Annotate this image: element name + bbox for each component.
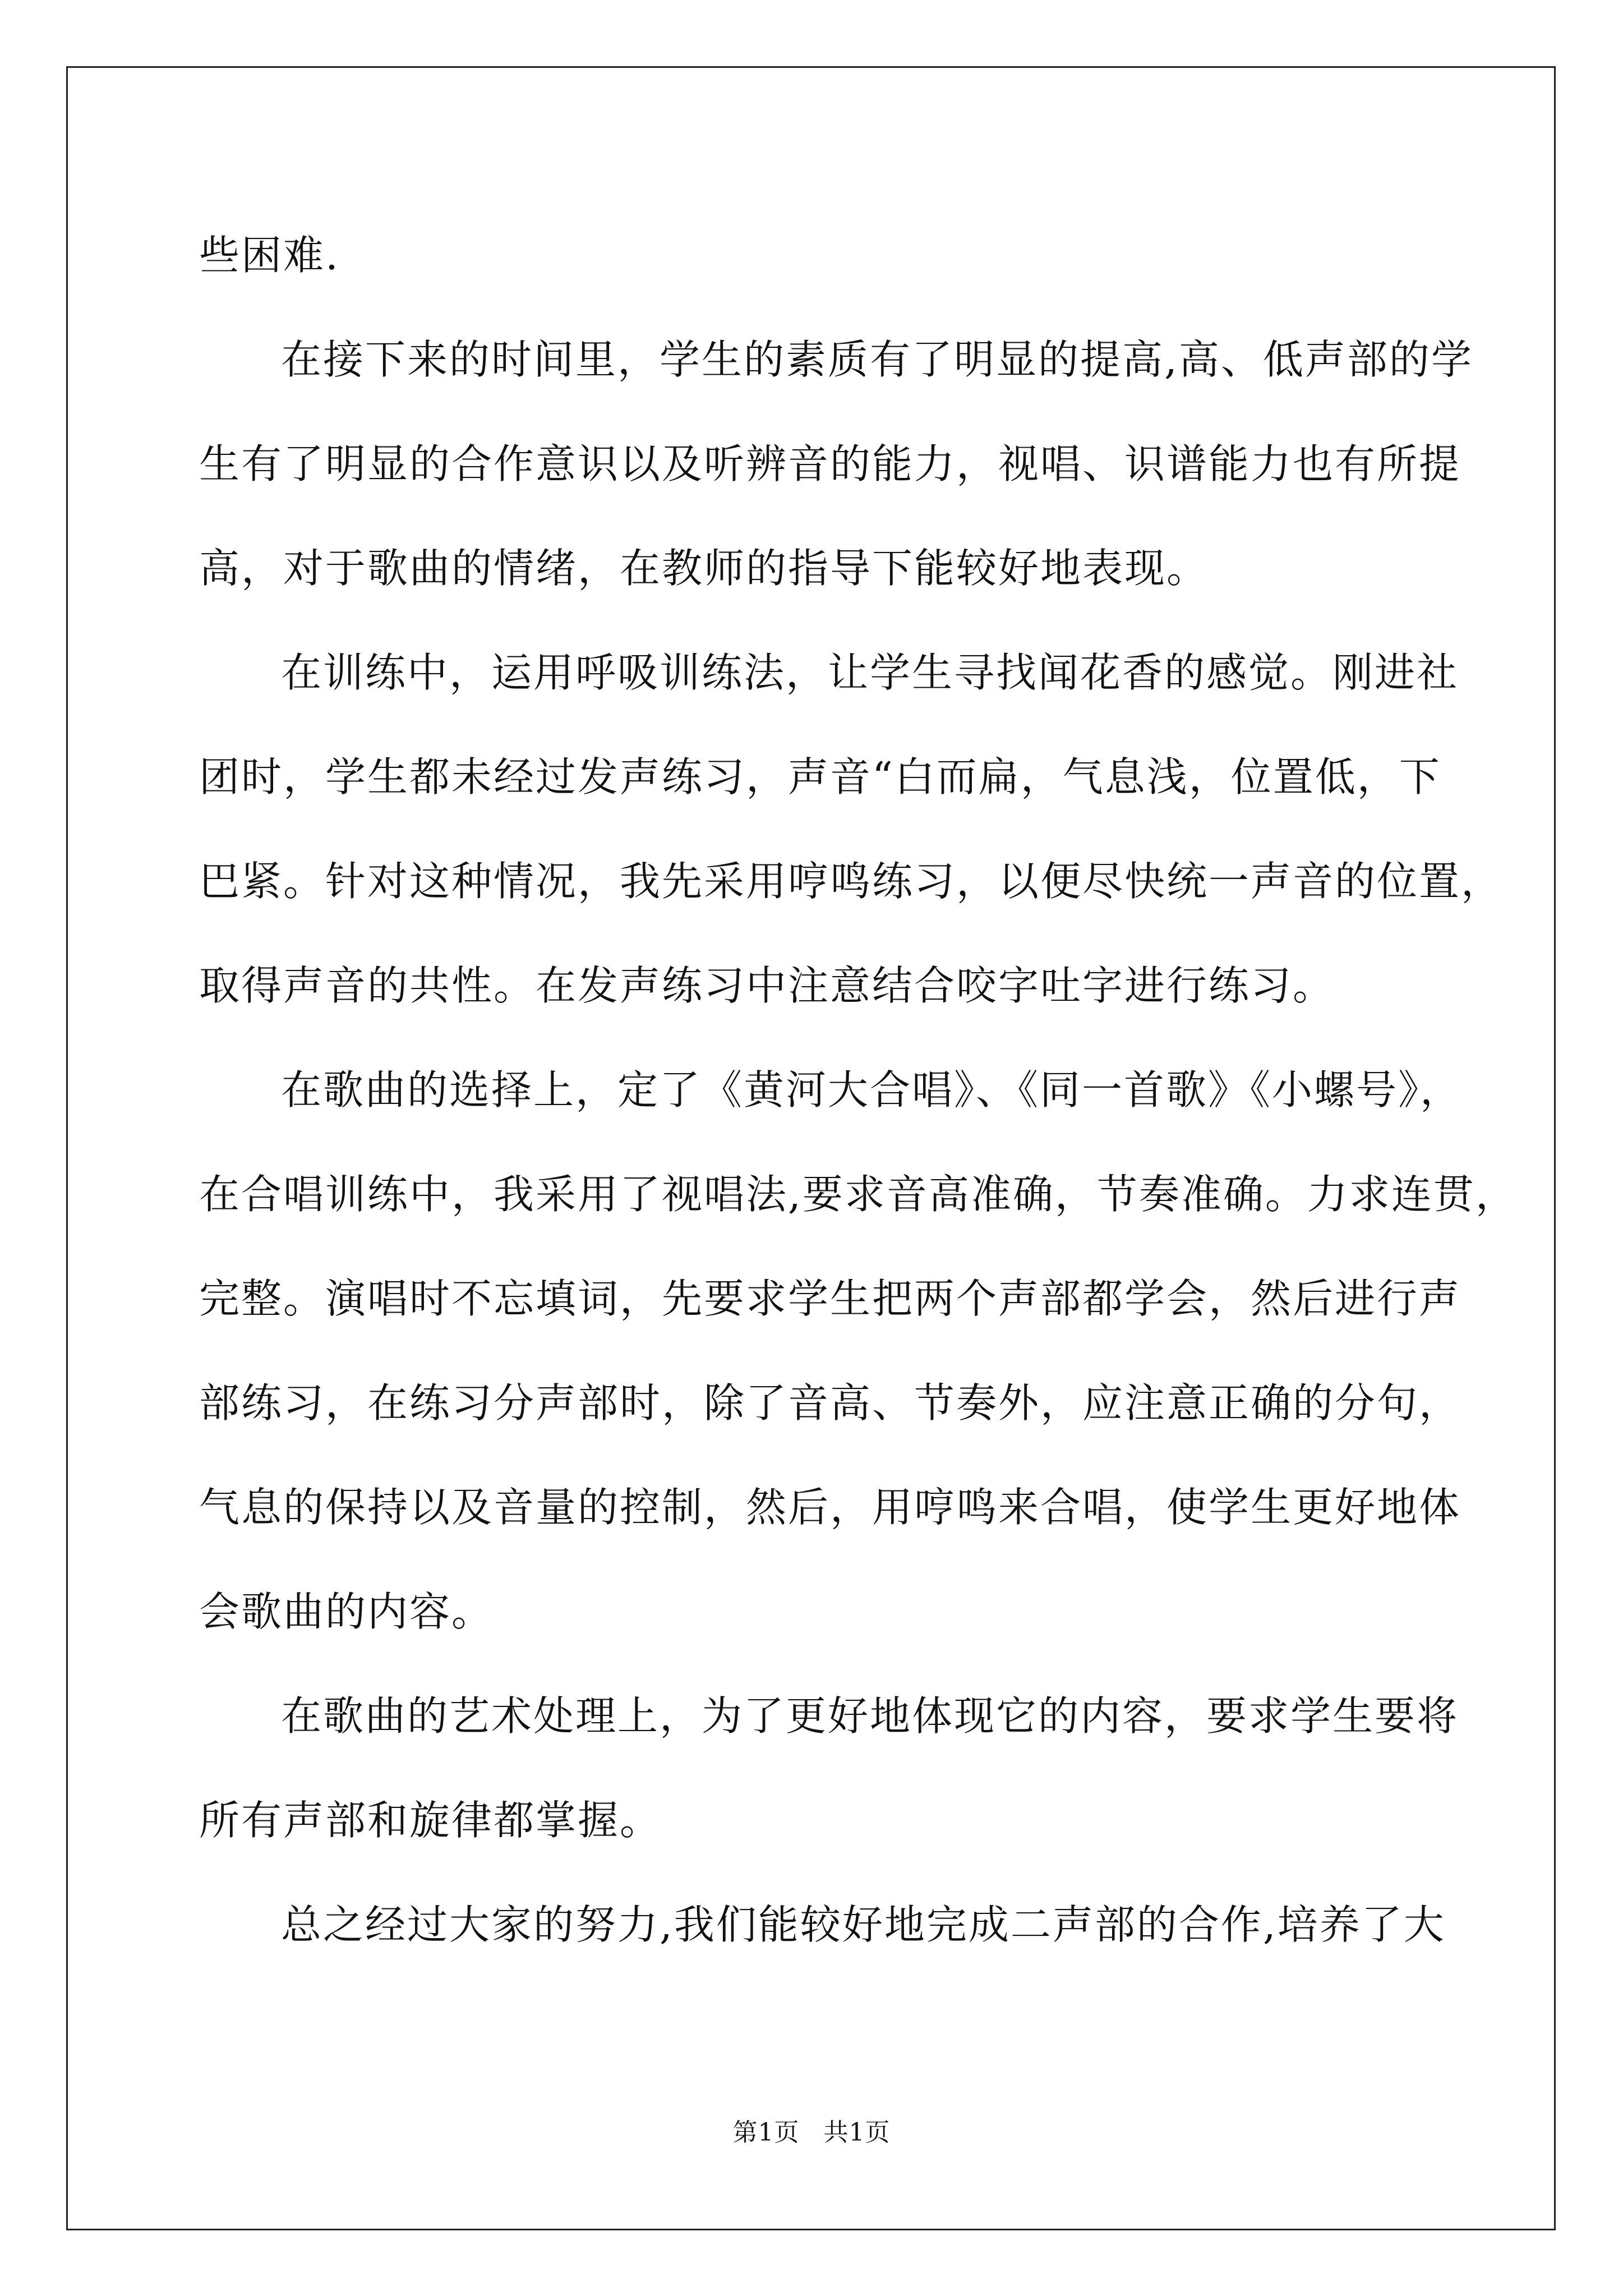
text-line: 总之经过大家的努力,我们能较好地完成二声部的合作,培养了大 (281, 1901, 1446, 1948)
text-line: 完整。演唱时不忘填词，先要求学生把两个声部都学会，然后进行声 (199, 1275, 1461, 1322)
text-line: 巴紧。针对这种情况，我先采用哼鸣练习，以便尽快统一声音的位置， (199, 858, 1504, 905)
text-line: 在歌曲的选择上，定了《黄河大合唱》、《同一首歌》《小螺号》， (281, 1066, 1463, 1114)
text-line: 所有声部和旋律都掌握。 (199, 1797, 662, 1844)
text-line: 在接下来的时间里，学生的素质有了明显的提高,高、低声部的学 (281, 336, 1473, 383)
text-line: 气息的保持以及音量的控制，然后，用哼鸣来合唱，使学生更好地体 (199, 1484, 1461, 1531)
page-number: 第1页 (732, 2118, 800, 2147)
page-total: 共1页 (823, 2118, 891, 2147)
text-line: 取得声音的共性。在发声练习中注意结合咬字吐字进行练习。 (199, 962, 1335, 1009)
text-line: 在训练中，运用呼吸训练法，让学生寻找闻花香的感觉。刚进社 (281, 649, 1459, 696)
text-line: 团时，学生都未经过发声练习，声音“白而扁，气息浅，位置低，下 (199, 753, 1441, 800)
text-line: 在合唱训练中，我采用了视唱法,要求音高准确，节奏准确。力求连贯， (199, 1171, 1518, 1218)
document-body (199, 203, 1518, 1977)
text-line: 些困难. (199, 232, 340, 279)
text-line: 会歌曲的内容。 (199, 1588, 494, 1635)
page-footer (0, 2112, 1623, 2148)
text-line: 在歌曲的艺术处理上，为了更好地体现它的内容，要求学生要将 (281, 1692, 1459, 1740)
text-line: 生有了明显的合作意识以及听辨音的能力，视唱、识谱能力也有所提 (199, 440, 1461, 487)
text-line: 高，对于歌曲的情绪，在教师的指导下能较好地表现。 (199, 545, 1209, 592)
text-line: 部练习，在练习分声部时，除了音高、节奏外，应注意正确的分句， (199, 1379, 1461, 1427)
